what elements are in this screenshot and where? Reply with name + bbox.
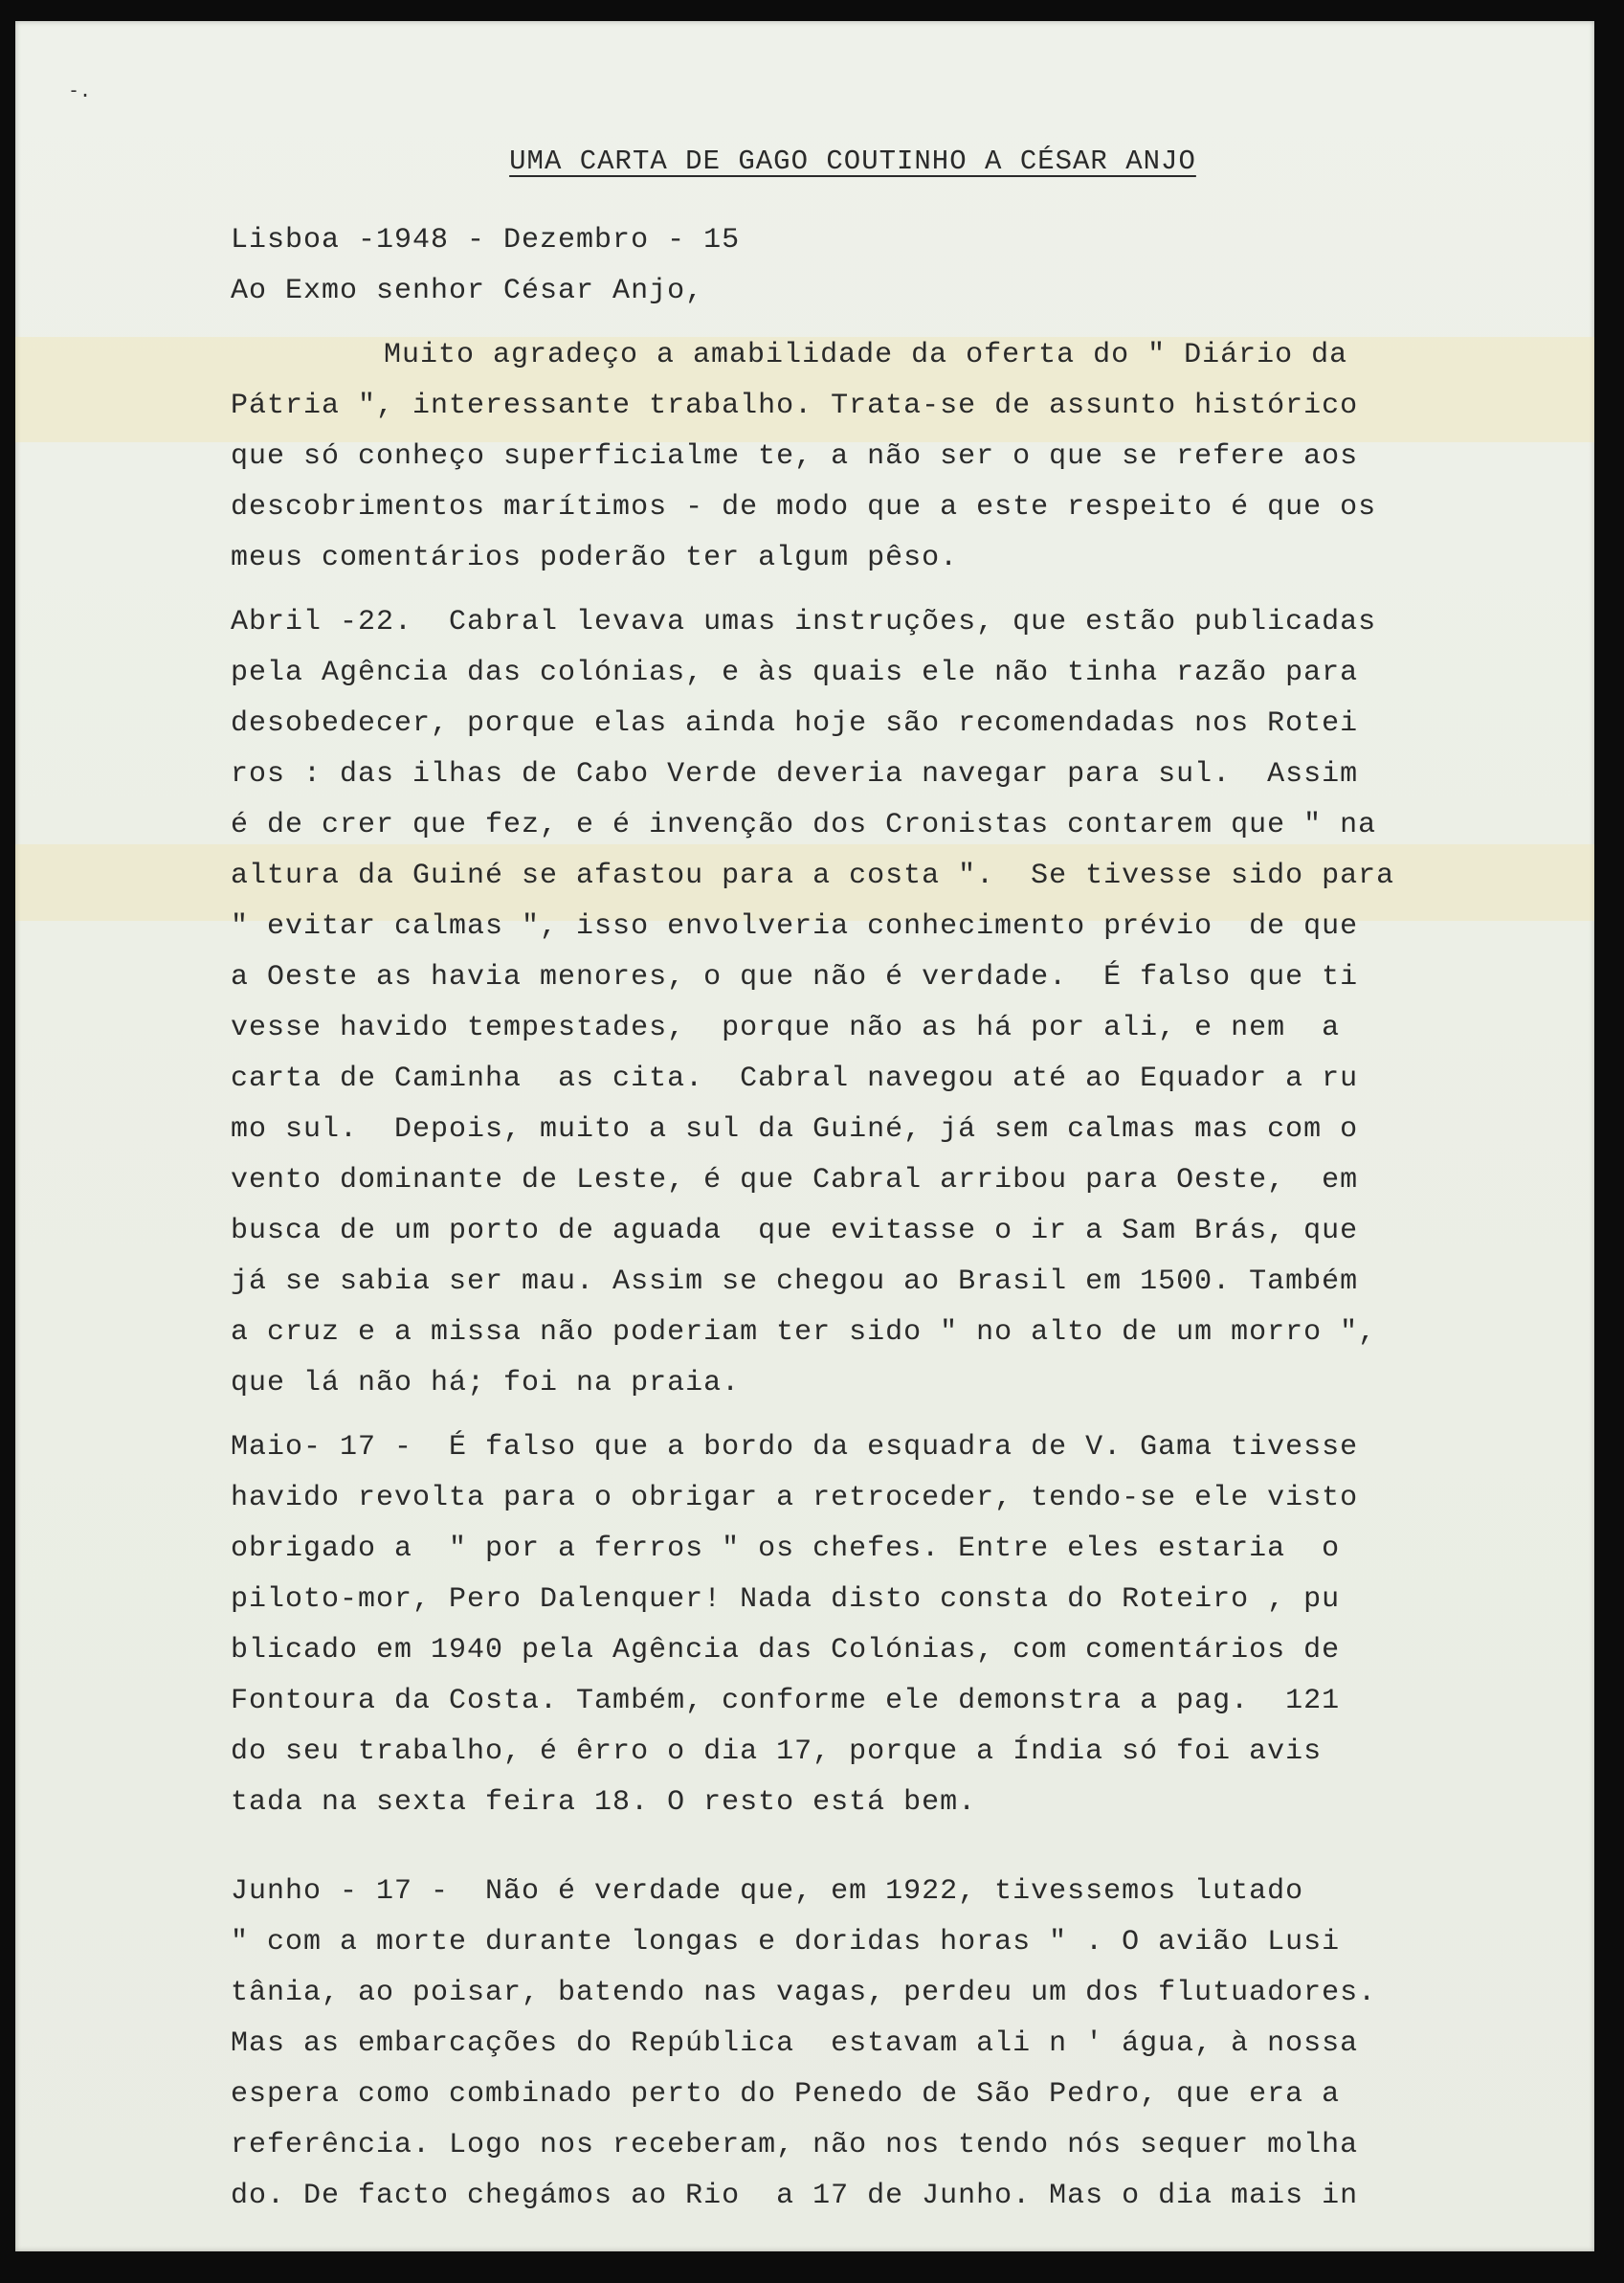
paper-sheet [15, 21, 1594, 2251]
text-line: referência. Logo nos receberam, não nos tendo nós sequer molha [231, 2129, 1359, 2161]
text-line: a Oeste as havia menores, o que não é verdade. É falso que ti [231, 961, 1359, 994]
text-line: já se sabia ser mau. Assim se chegou ao Brasil em 1500. Também [231, 1265, 1359, 1298]
text-line: " com a morte durante longas e doridas horas " . O avião Lusi [231, 1926, 1341, 1958]
text-line: do seu trabalho, é êrro o dia 17, porque a Índia só foi avis [231, 1735, 1323, 1768]
text-line: blicado em 1940 pela Agência das Colónias, com comentários de [231, 1634, 1341, 1667]
text-line: do. De facto chegámos ao Rio a 17 de Junho. Mas o dia mais in [231, 2180, 1359, 2212]
text-line: tada na sexta feira 18. O resto está bem. [231, 1786, 977, 1819]
text-line: Fontoura da Costa. Também, conforme ele demonstra a pag. 121 [231, 1685, 1341, 1717]
text-line: que lá não há; foi na praia. [231, 1367, 741, 1399]
date-line: Lisboa -1948 - Dezembro - 15 [231, 224, 741, 257]
text-line: mo sul. Depois, muito a sul da Guiné, já sem calmas mas com o [231, 1113, 1359, 1146]
text-line: vento dominante de Leste, é que Cabral arribou para Oeste, em [231, 1164, 1359, 1197]
text-line: altura da Guiné se afastou para a costa ". Se tivesse sido para [231, 860, 1395, 892]
text-line: " evitar calmas ", isso envolveria conhecimento prévio de que [231, 910, 1359, 943]
text-line: Pátria ", interessante trabalho. Trata-se de assunto histórico [231, 390, 1359, 422]
text-line: desobedecer, porque elas ainda hoje são recomendadas nos Rotei [231, 707, 1359, 740]
text-line: é de crer que fez, e é invenção dos Cronistas contarem que " na [231, 809, 1377, 841]
text-line: obrigado a " por a ferros " os chefes. Entre eles estaria o [231, 1533, 1341, 1565]
text-line: busca de um porto de aguada que evitasse o ir a Sam Brás, que [231, 1215, 1359, 1247]
letter-title: UMA CARTA DE GAGO COUTINHO A CÉSAR ANJO [509, 145, 1196, 177]
text-line: a cruz e a missa não poderiam ter sido " no alto de um morro ", [231, 1316, 1377, 1349]
letter-body [231, 126, 1475, 2222]
text-line: descobrimentos marítimos - de modo que a este respeito é que os [231, 491, 1377, 524]
salutation: Ao Exmo senhor César Anjo, [231, 275, 704, 307]
text-line: pela Agência das colónias, e às quais ele não tinha razão para [231, 657, 1359, 689]
text-line: tânia, ao poisar, batendo nas vagas, perdeu um dos flutuadores. [231, 1977, 1377, 2009]
text-line: Muito agradeço a amabilidade da oferta do " Diário da [384, 339, 1348, 371]
text-line: piloto-mor, Pero Dalenquer! Nada disto consta do Roteiro , pu [231, 1583, 1341, 1616]
text-line: Junho - 17 - Não é verdade que, em 1922, tivessemos lutado [231, 1875, 1304, 1908]
text-line: vesse havido tempestades, porque não as há por ali, e nem a [231, 1012, 1341, 1044]
text-line: ros : das ilhas de Cabo Verde deveria navegar para sul. Assim [231, 758, 1359, 791]
text-line: Abril -22. Cabral levava umas instruções, que estão publicadas [231, 606, 1377, 638]
text-line: meus comentários poderão ter algum pêso. [231, 542, 959, 574]
text-line: havido revolta para o obrigar a retroceder, tendo-se ele visto [231, 1482, 1359, 1514]
text-line: que só conheço superficialme te, a não ser o que se refere aos [231, 440, 1359, 473]
text-line: espera como combinado perto do Penedo de São Pedro, que era a [231, 2078, 1341, 2111]
text-line: Mas as embarcações do República estavam ali n ' água, à nossa [231, 2027, 1359, 2060]
text-line: Maio- 17 - É falso que a bordo da esquadra de V. Gama tivesse [231, 1431, 1359, 1464]
text-line: carta de Caminha as cita. Cabral navegou até ao Equador a ru [231, 1063, 1359, 1095]
corner-mark: -. [68, 78, 92, 101]
